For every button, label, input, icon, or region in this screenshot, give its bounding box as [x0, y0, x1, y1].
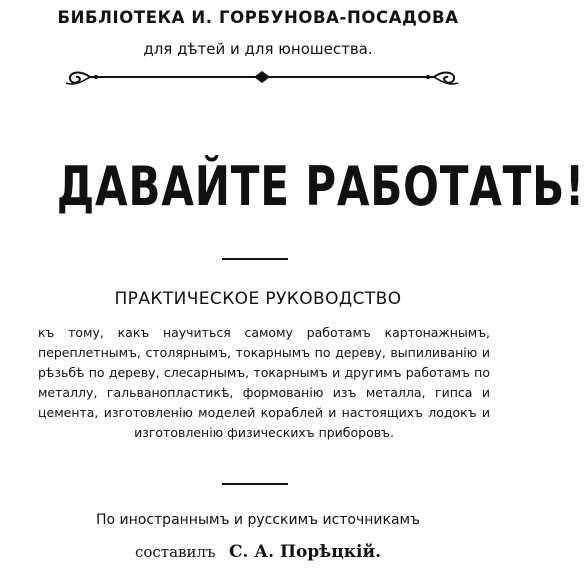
series-subtitle: для дѣтей и для юношества.	[143, 40, 373, 58]
compiler-name: С. А. Порѣцкій.	[228, 542, 382, 562]
divider-rule-lower	[222, 483, 288, 485]
divider-rule-upper	[222, 258, 288, 260]
compiler-label: составилъ	[134, 543, 216, 561]
series-title: БИБЛІОТЕКА И. ГОРБУНОВА-ПОСАДОВА	[57, 8, 459, 27]
compiler-line	[0, 542, 516, 562]
description-paragraph: къ тому, какъ научиться самому работамъ картонажнымъ, переплетнымъ, столярнымъ, токарнымъ по дереву, выпиливанію и рѣзьбѣ по дереву, слесарнымъ, токарнымъ и другимъ работамъ по металлу, гальванопластикѣ, формованію изъ металла, гипса и цемента, изготовленію моделей кораблей и настоящихъ лодокъ и изготовленію физическихъ приборовъ.	[38, 325, 490, 440]
sources-line: По иностраннымъ и русскимъ источникамъ	[95, 512, 421, 528]
subtitle: ПРАКТИЧЕСКОЕ РУКОВОДСТВО	[114, 289, 402, 309]
main-title: ДАВАЙТЕ РАБОТАТЬ!	[56, 155, 585, 218]
ornamental-divider	[62, 66, 462, 88]
